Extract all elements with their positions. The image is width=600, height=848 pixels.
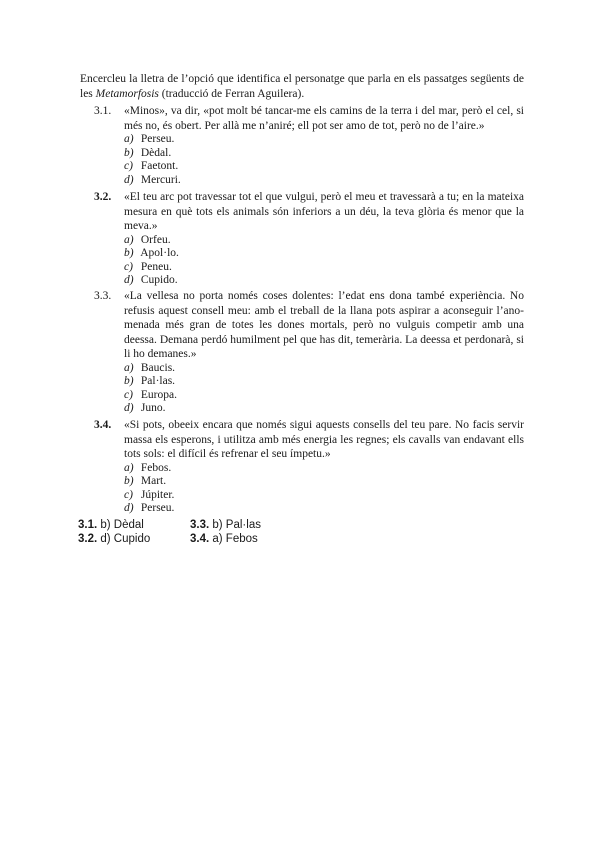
question-3-3 bbox=[80, 289, 524, 427]
question-number: 3.3. bbox=[94, 290, 112, 302]
answer-3-2 bbox=[78, 532, 150, 546]
answer-3-3 bbox=[190, 518, 261, 532]
answer-number: 3.1. bbox=[78, 519, 98, 531]
option-label: Faetont. bbox=[140, 160, 179, 172]
option-c[interactable] bbox=[124, 261, 524, 275]
answer-number: 3.4. bbox=[190, 533, 210, 545]
option-letter: b) bbox=[124, 146, 134, 159]
option-letter: a) bbox=[124, 133, 134, 145]
option-b[interactable] bbox=[124, 147, 524, 161]
question-text: «El teu arc pot travessar tot el que vulgui, però el meu et travessarà a tu; en la mateixa mesura en què tots els animals són inferiors a un déu, la teva glòria és menor que la meva.» bbox=[124, 191, 524, 232]
question-text: «Minos», va dir, «pot molt bé tancar-me els camins de la terra i del mar, però el cel, si més no, és obert. Per allà me n’aniré; ell pot ser amo de tot, però no de l’aire.» bbox=[124, 105, 524, 132]
option-label: Perseu. bbox=[140, 133, 175, 145]
option-label: Orfeu. bbox=[140, 233, 171, 246]
option-label: Baucis. bbox=[140, 361, 176, 374]
option-label: Mercuri. bbox=[140, 173, 181, 186]
option-label: Dèdal. bbox=[140, 146, 172, 159]
answer-value: d) Cupido bbox=[100, 533, 151, 545]
answer-3-1 bbox=[78, 518, 144, 532]
option-letter: c) bbox=[124, 260, 133, 273]
question-text: «La vellesa no porta només coses dolentes: l’edat ens dona també experiència. No refusis aquest consell meu: amb el treball de la llana pots aspirar a aconseguir l’anomenada més gran de totes les dones mortals, però no vulguis competir amb una deessa. Demana perdó humilment pel que has dit, temerària. La deessa et perdonarà, si li ho demanes.» bbox=[124, 290, 524, 360]
question-3-1 bbox=[80, 104, 524, 199]
option-letter: b) bbox=[124, 247, 134, 259]
options-list bbox=[124, 234, 524, 288]
work-title: Metamorfosis bbox=[95, 87, 159, 100]
question-number: 3.4. bbox=[94, 419, 112, 431]
option-c[interactable] bbox=[124, 389, 524, 403]
option-label: Pal·las. bbox=[140, 375, 176, 387]
option-letter: d) bbox=[124, 274, 134, 286]
option-d[interactable] bbox=[124, 502, 524, 516]
question-3-2 bbox=[80, 190, 524, 299]
options-list bbox=[124, 462, 524, 516]
option-letter: b) bbox=[124, 475, 134, 487]
instructions-paragraph bbox=[80, 72, 524, 101]
option-label: Peneu. bbox=[140, 260, 172, 273]
options-list bbox=[124, 133, 524, 187]
option-b[interactable] bbox=[124, 475, 524, 489]
option-label: Febos. bbox=[140, 461, 172, 474]
option-a[interactable] bbox=[124, 133, 524, 147]
answer-value: b) Dèdal bbox=[100, 519, 144, 531]
answer-number: 3.2. bbox=[78, 533, 98, 545]
option-label: Mart. bbox=[140, 475, 167, 487]
option-label: Apol·lo. bbox=[140, 247, 179, 259]
option-label: Perseu. bbox=[140, 502, 175, 514]
options-list bbox=[124, 362, 524, 416]
option-a[interactable] bbox=[124, 234, 524, 248]
option-label: Cupido. bbox=[140, 274, 178, 286]
question-text: «Si pots, obeeix encara que només sigui aquests consells del teu pare. No facis servir massa els esperons, i utilitza amb més energia les regnes; els cavalls van endavant ells tots sols: el difícil és refrenar el seu ímpetu.» bbox=[124, 419, 524, 460]
option-label: Juno. bbox=[140, 402, 166, 414]
question-number: 3.2. bbox=[94, 191, 112, 203]
option-a[interactable] bbox=[124, 362, 524, 376]
option-letter: d) bbox=[124, 173, 134, 186]
option-d[interactable] bbox=[124, 402, 524, 416]
option-letter: a) bbox=[124, 361, 134, 374]
option-letter: d) bbox=[124, 502, 134, 514]
option-d[interactable] bbox=[124, 174, 524, 188]
answer-3-4 bbox=[190, 532, 258, 546]
option-letter: c) bbox=[124, 160, 133, 172]
option-letter: a) bbox=[124, 461, 134, 474]
option-b[interactable] bbox=[124, 375, 524, 389]
option-letter: a) bbox=[124, 233, 134, 246]
option-c[interactable] bbox=[124, 160, 524, 174]
instructions-text-after: (traducció de Ferran Aguilera). bbox=[158, 87, 305, 100]
option-c[interactable] bbox=[124, 489, 524, 503]
option-label: Europa. bbox=[140, 388, 177, 401]
option-letter: b) bbox=[124, 375, 134, 387]
answer-number: 3.3. bbox=[190, 519, 210, 531]
answer-value: a) Febos bbox=[212, 533, 258, 545]
question-number: 3.1. bbox=[94, 105, 112, 117]
question-3-4 bbox=[80, 418, 524, 527]
option-label: Júpiter. bbox=[140, 488, 175, 501]
instructions-text-before: Encercleu la lletra de l’opció que identifica el personatge que parla en els passatges següents de les bbox=[80, 73, 524, 100]
option-a[interactable] bbox=[124, 462, 524, 476]
option-letter: c) bbox=[124, 488, 133, 501]
answer-value: b) Pal·las bbox=[212, 519, 261, 531]
option-b[interactable] bbox=[124, 247, 524, 261]
option-letter: d) bbox=[124, 402, 134, 414]
option-d[interactable] bbox=[124, 274, 524, 288]
option-letter: c) bbox=[124, 388, 133, 401]
